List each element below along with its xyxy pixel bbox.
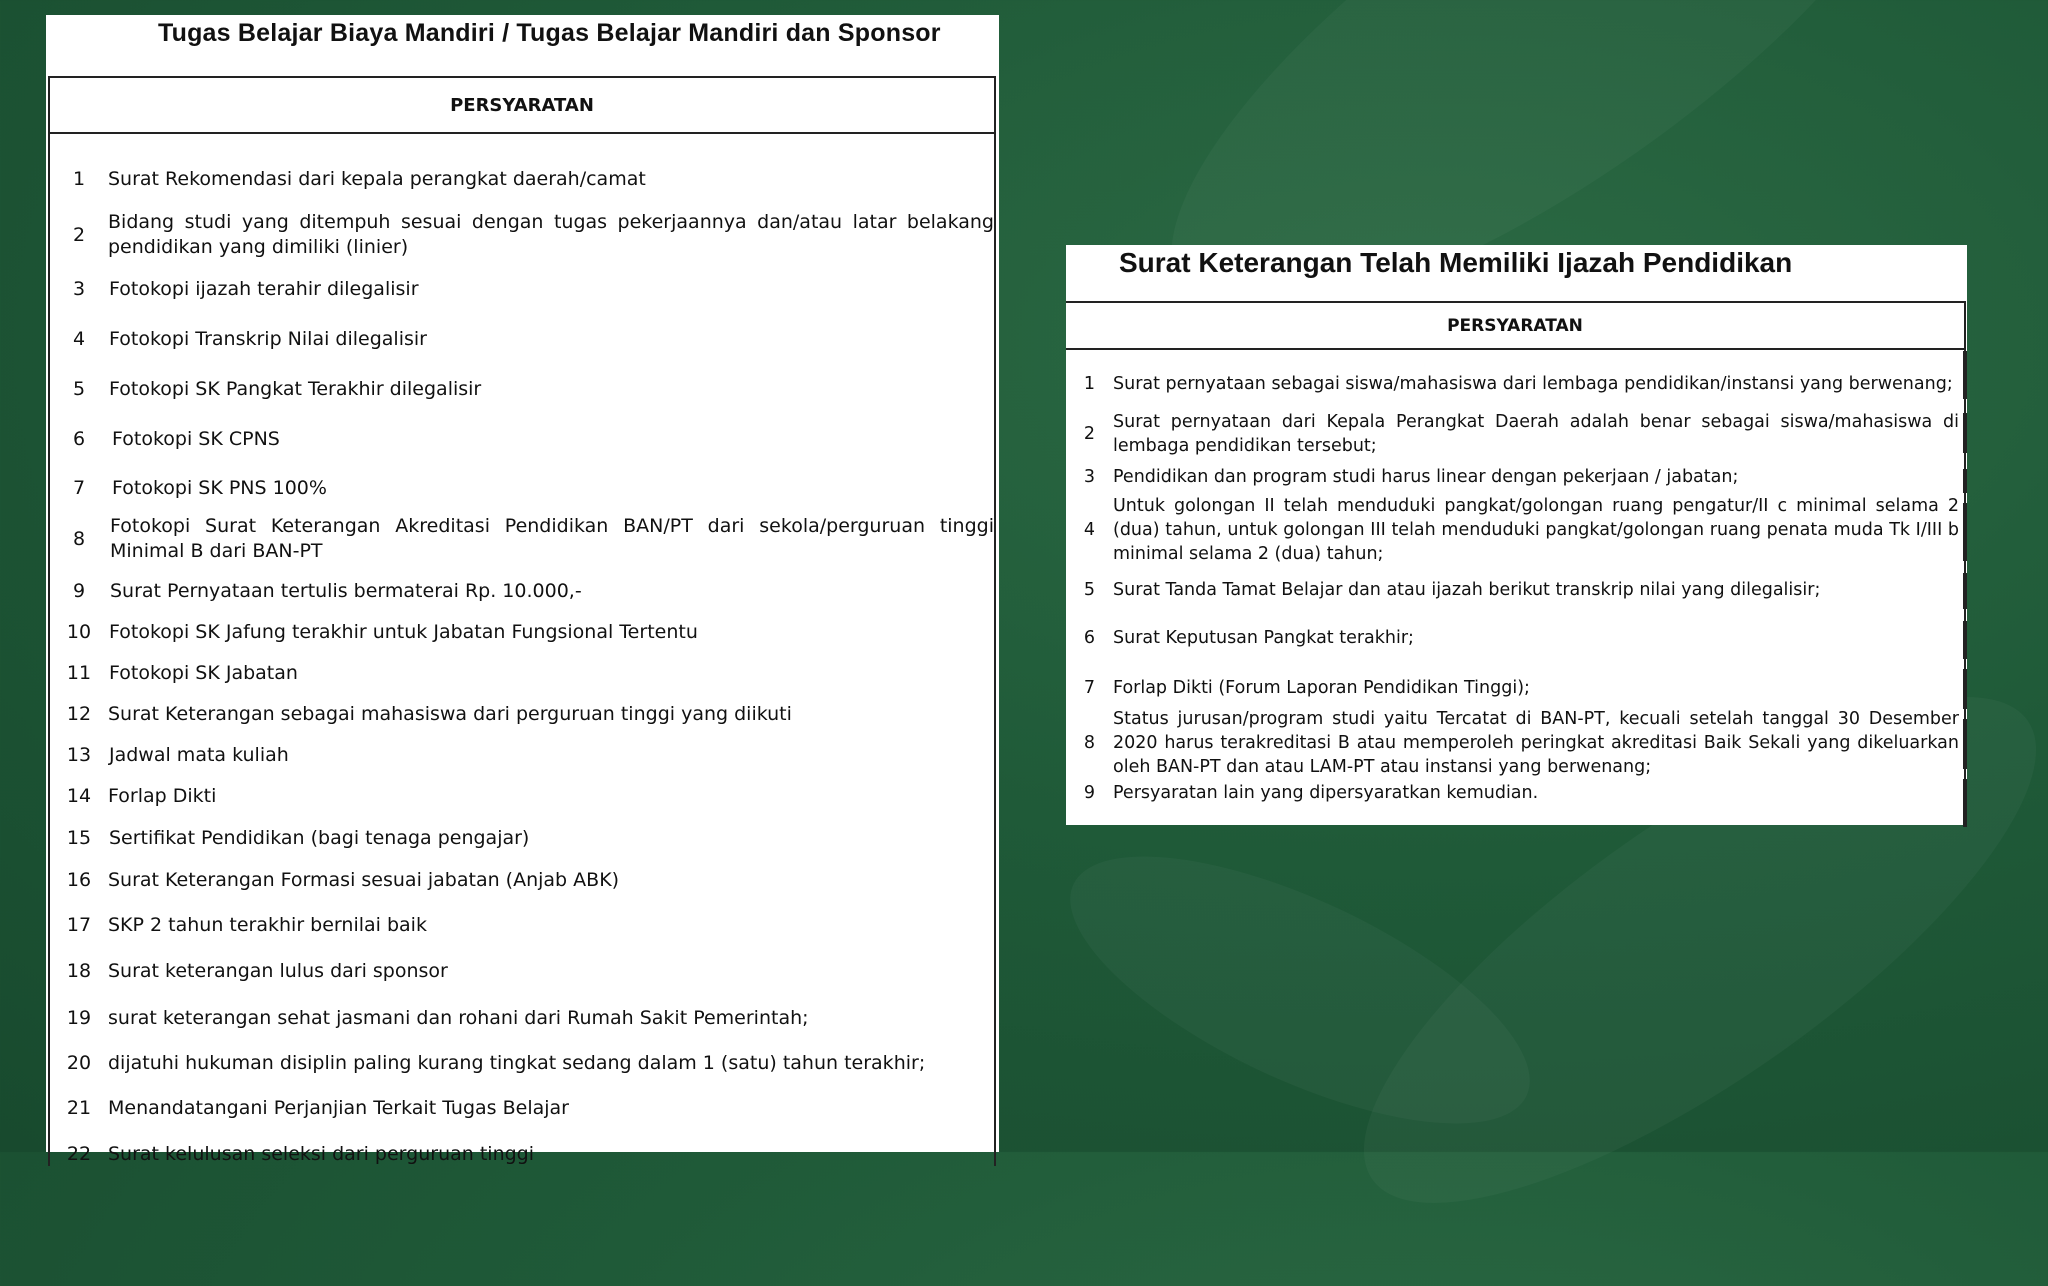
- left-requirement-text: Menandatangani Perjanjian Terkait Tugas Belajar: [108, 1096, 569, 1119]
- right-requirement-text: Surat pernyataan sebagai siswa/mahasiswa dari lembaga pendidikan/instansi yang berwenang;: [1113, 374, 1953, 394]
- left-requirement-row: [50, 824, 994, 852]
- left-requirement-row: [50, 618, 994, 646]
- right-requirement-row: [1066, 577, 1961, 603]
- left-requirement-number: 4: [72, 327, 86, 350]
- left-requirement-row: [50, 474, 994, 502]
- left-requirement-number: 7: [72, 476, 86, 499]
- row-border-segment: [1963, 503, 1967, 561]
- left-requirement-row: [50, 1094, 994, 1122]
- left-requirement-text: Fotokopi Transkrip Nilai dilegalisir: [109, 327, 427, 350]
- left-requirement-row: [50, 165, 994, 193]
- left-requirement-number: 8: [72, 527, 86, 550]
- left-requirement-text: Fotokopi SK Jabatan: [109, 661, 298, 684]
- left-requirement-row: [50, 1140, 994, 1168]
- left-requirement-text: Jadwal mata kuliah: [109, 743, 289, 766]
- right-requirement-text: Status jurusan/program studi yaitu Tercatat di BAN-PT, kecuali setelah tanggal 30 Desember 2020 harus terakreditasi B atau memperoleh peringkat akreditasi Baik Sekali yang dikeluarkan oleh BAN-PT dan atau LAM-PT atau instansi yang berwenang;: [1113, 709, 1959, 777]
- right-requirement-row: [1066, 464, 1961, 490]
- row-border-segment: [1963, 779, 1967, 827]
- left-requirements-table: [48, 76, 996, 1166]
- left-requirement-row: [50, 700, 994, 728]
- right-requirement-number: 3: [1083, 467, 1096, 487]
- left-requirement-number: 11: [66, 661, 92, 684]
- left-requirement-text: Surat kelulusan seleksi dari perguruan tinggi: [108, 1142, 535, 1165]
- left-requirement-number: 17: [66, 913, 92, 936]
- right-requirement-row: [1066, 359, 1961, 409]
- left-requirement-text: Fotokopi ijazah terahir dilegalisir: [109, 277, 419, 300]
- left-requirement-number: 21: [66, 1096, 92, 1119]
- left-requirement-row: [50, 782, 994, 810]
- left-requirement-row: [50, 275, 994, 303]
- left-requirement-number: 15: [66, 826, 92, 849]
- left-requirement-row: [50, 1049, 994, 1077]
- left-requirement-row: [50, 513, 994, 565]
- right-requirement-number: 8: [1083, 733, 1096, 753]
- left-requirement-number: 2: [72, 223, 86, 246]
- left-document-title: Tugas Belajar Biaya Mandiri / Tugas Belajar Mandiri dan Sponsor: [158, 19, 941, 47]
- row-border-segment: [1963, 621, 1967, 659]
- row-border-segment: [1963, 351, 1967, 399]
- left-requirement-text: Surat Pernyataan tertulis bermaterai Rp. 10.000,-: [110, 579, 582, 602]
- right-requirement-text: Pendidikan dan program studi harus linear dengan pekerjaan / jabatan;: [1113, 467, 1739, 487]
- right-requirement-text: Surat pernyataan dari Kepala Perangkat Daerah adalah benar sebagai siswa/mahasiswa di lembaga pendidikan tersebut;: [1113, 412, 1959, 456]
- left-requirement-text: Forlap Dikti: [108, 784, 217, 807]
- left-requirement-text: dijatuhi hukuman disiplin paling kurang tingkat sedang dalam 1 (satu) tahun terakhir;: [108, 1051, 926, 1074]
- right-requirement-row: [1066, 706, 1961, 780]
- left-requirement-number: 9: [72, 579, 86, 602]
- left-requirement-row: [50, 425, 994, 453]
- left-requirement-text: Surat Keterangan Formasi sesuai jabatan (Anjab ABK): [108, 868, 620, 891]
- left-requirement-number: 6: [72, 427, 86, 450]
- left-requirement-row: [50, 741, 994, 769]
- left-requirement-number: 13: [66, 743, 92, 766]
- right-requirement-text: Surat Keputusan Pangkat terakhir;: [1113, 628, 1414, 648]
- left-requirement-row: [50, 659, 994, 687]
- left-requirement-text: Fotokopi SK CPNS: [112, 427, 280, 450]
- left-requirement-number: 1: [72, 167, 86, 190]
- left-requirement-text: Fotokopi SK Pangkat Terakhir dilegalisir: [109, 377, 482, 400]
- right-table-header: PERSYARATAN: [1066, 303, 1964, 350]
- left-requirement-text: Surat keterangan lulus dari sponsor: [108, 959, 448, 982]
- row-border-segment: [1963, 669, 1967, 709]
- right-requirements-document: [1066, 245, 1967, 825]
- right-requirement-number: 2: [1083, 424, 1096, 444]
- right-requirement-number: 9: [1083, 783, 1096, 803]
- left-requirement-row: [50, 375, 994, 403]
- left-requirement-text: Fotokopi Surat Keterangan Akreditasi Pendidikan BAN/PT dari sekola/perguruan tinggi Minimal B dari BAN-PT: [110, 515, 994, 562]
- right-requirement-text: Untuk golongan II telah menduduki pangkat/golongan ruang pengatur/II c minimal selama 2 (dua) tahun, untuk golongan III telah menduduki pangkat/golongan ruang penata muda Tk I/III b minimal selama 2 (dua) tahun;: [1113, 496, 1959, 564]
- right-requirement-number: 5: [1083, 580, 1096, 600]
- left-requirement-row: [50, 957, 994, 985]
- left-requirement-number: 19: [66, 1006, 92, 1029]
- left-requirement-text: SKP 2 tahun terakhir bernilai baik: [108, 913, 427, 936]
- right-requirement-text: Forlap Dikti (Forum Laporan Pendidikan Tinggi);: [1113, 678, 1530, 698]
- left-requirement-row: [50, 1004, 994, 1032]
- left-requirement-number: 20: [66, 1051, 92, 1074]
- row-border-segment: [1963, 413, 1967, 453]
- left-table-header: PERSYARATAN: [50, 78, 994, 134]
- right-requirement-row: [1066, 780, 1961, 806]
- left-requirement-number: 3: [72, 277, 86, 300]
- left-requirement-number: 12: [66, 702, 92, 725]
- row-border-segment: [1963, 573, 1967, 609]
- left-requirement-text: Surat Rekomendasi dari kepala perangkat daerah/camat: [108, 167, 646, 190]
- left-requirement-text: Surat Keterangan sebagai mahasiswa dari perguruan tinggi yang diikuti: [108, 702, 792, 725]
- row-border-segment: [1963, 719, 1967, 769]
- right-requirement-number: 4: [1083, 520, 1096, 540]
- left-requirement-text: surat keterangan sehat jasmani dan rohani dari Rumah Sakit Pemerintah;: [108, 1006, 809, 1029]
- left-requirement-row: [50, 325, 994, 353]
- left-requirement-text: Sertifikat Pendidikan (bagi tenaga pengajar): [109, 826, 530, 849]
- left-requirement-row: [50, 866, 994, 894]
- left-requirement-number: 10: [66, 620, 92, 643]
- right-requirement-row: [1066, 409, 1961, 459]
- left-requirements-document: [46, 15, 999, 1165]
- left-requirement-number: 18: [66, 959, 92, 982]
- left-requirement-number: 5: [72, 377, 86, 400]
- right-document-title: Surat Keterangan Telah Memiliki Ijazah Pendidikan: [1119, 247, 1793, 278]
- left-requirement-text: Bidang studi yang ditempuh sesuai dengan tugas pekerjaannya dan/atau latar belakang pendidikan yang dimiliki (linier): [108, 211, 994, 258]
- right-requirement-row: [1066, 625, 1961, 651]
- right-requirement-text: Persyaratan lain yang dipersyaratkan kemudian.: [1113, 783, 1539, 803]
- left-requirement-text: Fotokopi SK PNS 100%: [112, 476, 327, 499]
- right-requirement-row: [1066, 675, 1961, 701]
- row-border-segment: [1963, 469, 1967, 493]
- left-requirement-row: [50, 577, 994, 605]
- left-requirement-number: 16: [66, 868, 92, 891]
- right-requirement-text: Surat Tanda Tamat Belajar dan atau ijazah berikut transkrip nilai yang dilegalisir;: [1113, 580, 1821, 600]
- left-requirement-number: 14: [66, 784, 92, 807]
- left-requirement-number: 22: [66, 1142, 92, 1165]
- right-requirements-table: [1066, 301, 1966, 825]
- left-requirement-row: [50, 911, 994, 939]
- right-requirement-row: [1066, 493, 1961, 567]
- left-requirement-row: [50, 209, 994, 261]
- right-requirement-number: 6: [1083, 628, 1096, 648]
- right-requirement-number: 7: [1083, 678, 1096, 698]
- left-requirement-text: Fotokopi SK Jafung terakhir untuk Jabatan Fungsional Tertentu: [109, 620, 698, 643]
- right-requirement-number: 1: [1083, 374, 1096, 394]
